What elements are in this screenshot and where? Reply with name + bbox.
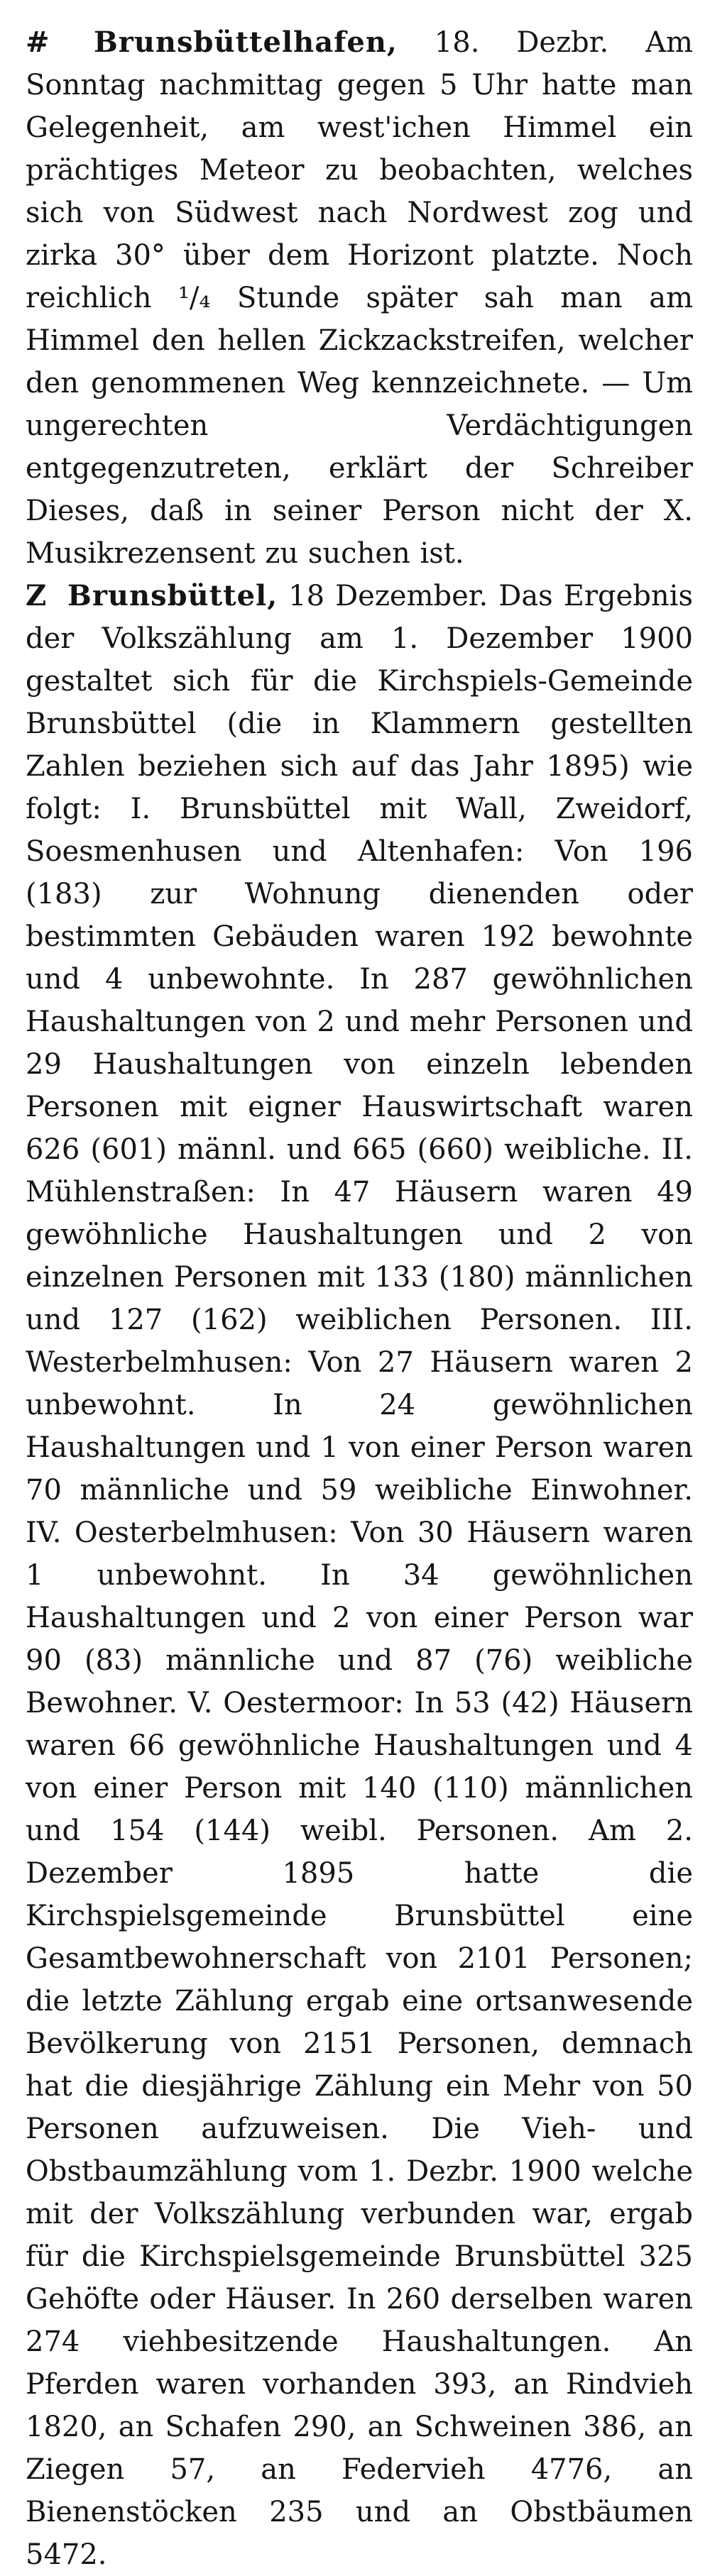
article-body: Das Ergebnis der Volkszählung am 1. Dezember 1900 gestaltet sich für die Kirchspiels-Gemeinde Brunsbüttel (die in Klammern gestellten Zahlen beziehen sich auf das Jahr 1895) wie folgt: I. Brunsbüttel mit Wall, Zweidorf, Soesmenhusen und Altenhafen: Von 196 (183) zur Wohnung dienenden oder bestimmten Gebäuden waren 192 bewohnte und 4 unbewohnte. In 287 gewöhnlichen Haushaltungen von 2 und mehr Personen und 29 Haushaltungen von einzeln lebenden Personen mit eigner Hauswirtschaft waren 626 (601) männl. und 665 (660) weibliche. II. Mühlenstraßen: In 47 Häusern waren 49 gewöhnliche Haushaltungen und 2 von einzelnen Personen mit 133 (180) männlichen und 127 (162) weiblichen Personen. III. Westerbelmhusen: Von 27 Häusern waren 2 unbewohnt. In 24 gewöhnlichen Haushaltungen und 1 von einer Person waren 70 männliche und 59 weibliche Einwohner. IV. Oesterbelmhusen: Von 30 Häusern waren 1 unbewohnt. In 34 gewöhnlichen Haushaltungen und 2 von einer Person war 90 (83) männliche und 87 (76) weibliche Bewohner. V. Oestermoor: In 53 (42) Häusern waren 66 gewöhnliche Haushaltungen und 4 von einer Person mit 140 (110) männlichen und 154 (144) weibl. Personen. Am 2. Dezember 1895 hatte die Kirchspielsgemeinde Brunsbüttel eine Gesamtbewohnerschaft von 2101 Personen; die letzte Zählung ergab eine ortsanwesende Bevölkerung von 2151 Personen, demnach hat die diesjährige Zählung ein Mehr von 50 Personen aufzuweisen. Die Vieh- und Obstbaumzählung vom 1. Dezbr. 1900 welche mit der Volkszählung verbunden war, ergab für die Kirchspielsgemeinde Brunsbüttel 325 Gehöfte oder Häuser. In 260 derselben waren 274 viehbesitzende Haushaltungen. An Pferden waren vorhanden 393, an Rindvieh 1820, an Schafen 290, an Schweinen 386, an Ziegen 57, an Federvieh 4776, an Bienenstöcken 235 und an Obstbäumen 5472.	[26, 580, 693, 2571]
article-dateline-place: Brunsbüttel,	[67, 579, 278, 612]
article-dateline-place: Brunsbüttelhafen,	[93, 26, 398, 59]
text-column	[26, 21, 693, 2576]
article-dateline-date: 18. Dezbr.	[434, 26, 609, 59]
article-brunsbuettel	[26, 575, 693, 2576]
article-brunsbuettelhafen	[26, 21, 693, 575]
article-dateline-date: 18 Dezember.	[288, 580, 488, 612]
article-body: Am Sonntag nachmittag gegen 5 Uhr hatte man Gelegenheit, am west'ichen Himmel ein prächtiges Meteor zu beobachten, welches sich von Südwest nach Nordwest zog und zirka 30° über dem Horizont platzte. Noch reichlich ¹/₄ Stunde später sah man am Himmel den hellen Zickzackstreifen, welcher den genommenen Weg kennzeichnete. — Um ungerechten Verdächtigungen entgegenzutreten, erklärt der Schreiber Dieses, daß in seiner Person nicht der X. Musikrezensent zu suchen ist.	[26, 26, 693, 570]
article-marker: #	[26, 26, 50, 59]
article-marker: Z	[26, 579, 47, 612]
